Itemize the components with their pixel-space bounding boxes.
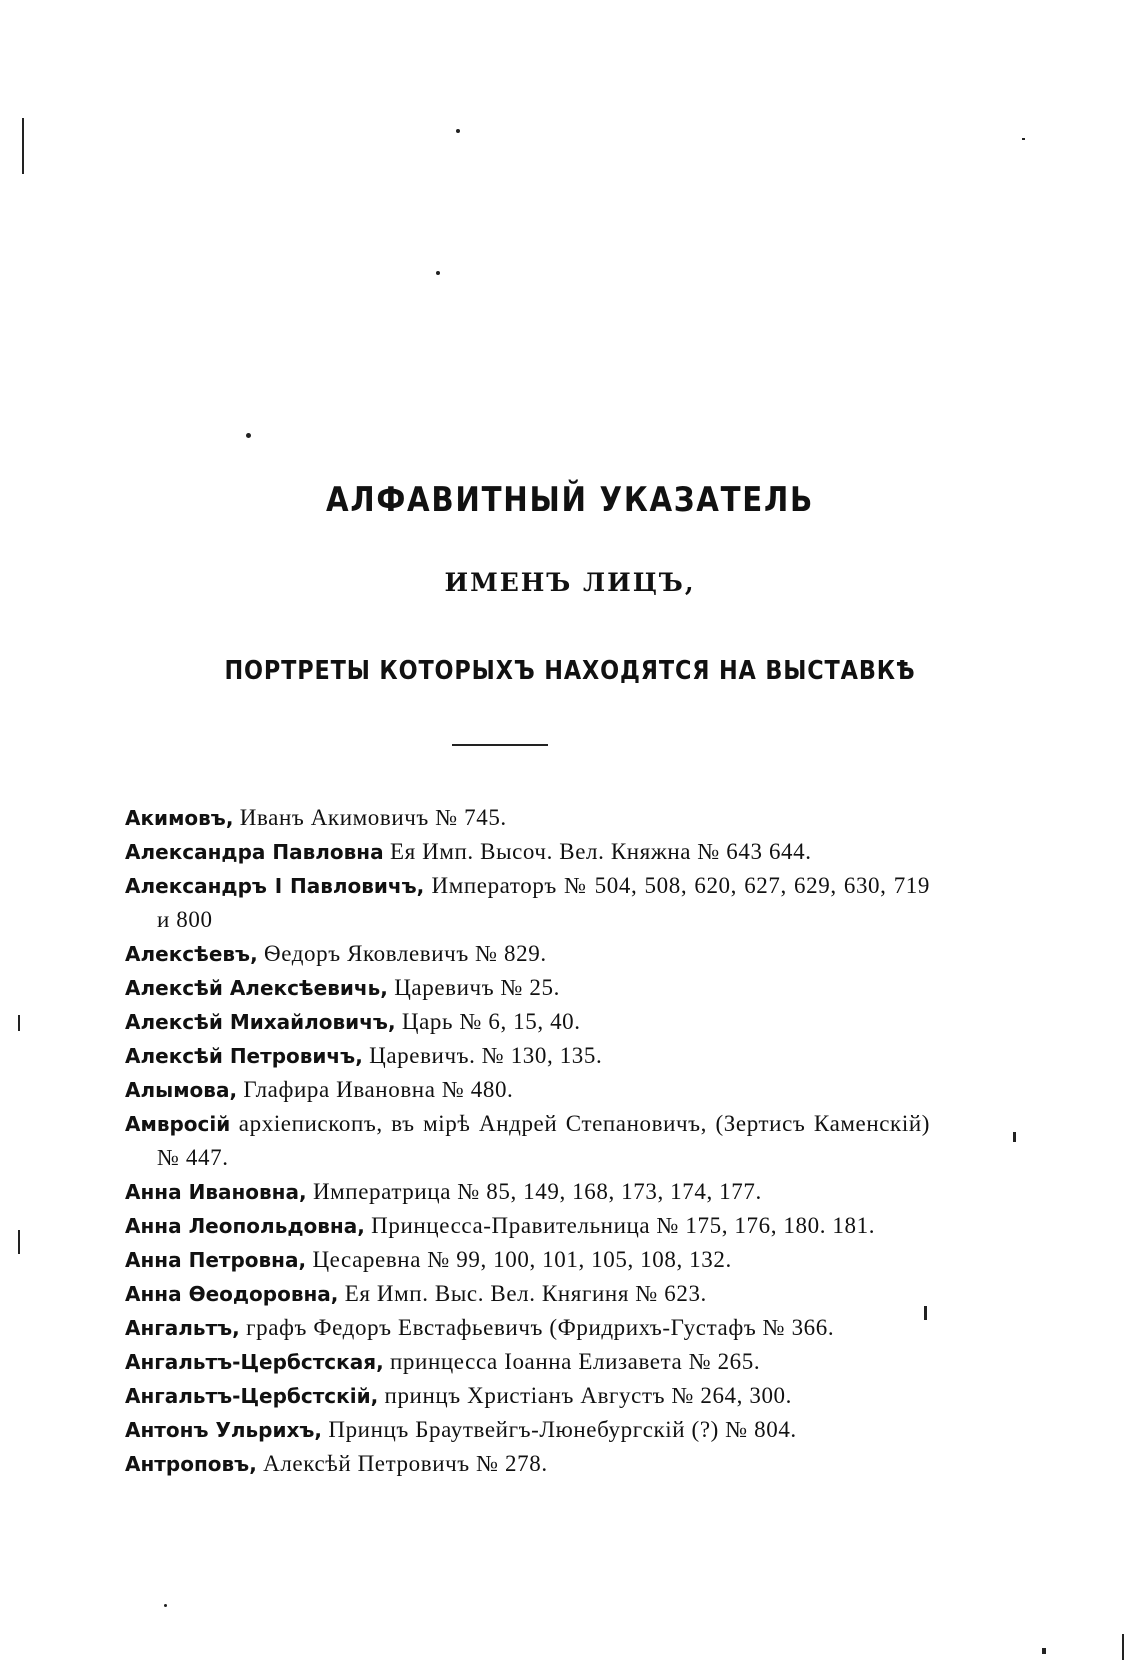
entry-name: Ангальтъ, bbox=[125, 1316, 240, 1340]
index-entry bbox=[125, 1039, 930, 1073]
entry-desc: принцесса Іоанна Елизавета № 265. bbox=[383, 1349, 761, 1374]
index-entry bbox=[125, 1345, 930, 1379]
entry-desc: Ея Имп. Высоч. Вел. Княжна № 643 644. bbox=[383, 839, 812, 864]
entry-desc: Царь № 6, 15, 40. bbox=[395, 1009, 581, 1034]
entry-name: Анна Леопольдовна, bbox=[125, 1214, 365, 1238]
scan-speck bbox=[1042, 1648, 1046, 1654]
entry-name: Алексѣй Михайловичъ, bbox=[125, 1010, 396, 1034]
entry-name: Ангальтъ-Цербстскій, bbox=[125, 1384, 379, 1408]
entry-name: Амвросій bbox=[125, 1112, 231, 1136]
scan-speck bbox=[456, 129, 460, 133]
scan-speck bbox=[22, 118, 24, 174]
entry-desc: Глафира Ивановна № 480. bbox=[237, 1077, 514, 1102]
index-entry bbox=[125, 1311, 930, 1345]
entry-desc: принцъ Христіанъ Августъ № 264, 300. bbox=[378, 1383, 793, 1408]
index-entry bbox=[125, 1073, 930, 1107]
entry-desc: Цесаревна № 99, 100, 101, 105, 108, 132. bbox=[306, 1247, 732, 1272]
entry-desc: Ея Имп. Выс. Вел. Княгиня № 623. bbox=[338, 1281, 707, 1306]
entry-name: Анна Петровна, bbox=[125, 1248, 307, 1272]
scan-speck bbox=[1122, 1634, 1124, 1660]
entry-desc: Царевичъ. № 130, 135. bbox=[362, 1043, 603, 1068]
entry-name: Алексѣй Алексѣевичь, bbox=[125, 976, 388, 1000]
index-entry bbox=[125, 1243, 930, 1277]
index-entry bbox=[125, 1005, 930, 1039]
scan-speck bbox=[18, 1015, 20, 1031]
scan-speck bbox=[1013, 1132, 1016, 1142]
scan-speck bbox=[246, 433, 251, 438]
entry-desc: Принцесса-Правительница № 175, 176, 180. 181. bbox=[364, 1213, 876, 1238]
entry-desc: Алексѣй Петровичъ № 278. bbox=[256, 1451, 548, 1476]
index-entry bbox=[125, 1175, 930, 1209]
entry-desc: Императрица № 85, 149, 168, 173, 174, 177. bbox=[306, 1179, 762, 1204]
index-entry bbox=[125, 1209, 930, 1243]
entry-name: Анна Ивановна, bbox=[125, 1180, 307, 1204]
scan-speck bbox=[924, 1306, 927, 1320]
entry-name: Антонъ Ульрихъ, bbox=[125, 1418, 323, 1442]
page-subtitle-secondary: ПОРТРЕТЫ КОТОРЫХЪ НАХОДЯТСЯ НА ВЫСТАВКѢ bbox=[224, 656, 916, 686]
entry-desc: графъ Федоръ Евстафьевичъ (Фридрихъ-Густафъ № 366. bbox=[239, 1315, 835, 1340]
entry-name: Алексѣевъ, bbox=[125, 942, 258, 966]
index-entry bbox=[125, 835, 930, 869]
divider-rule bbox=[452, 744, 548, 746]
entry-desc: Принцъ Браутвейгъ-Люнебургскій (?) № 804. bbox=[322, 1417, 797, 1442]
index-entry bbox=[125, 801, 930, 835]
index-entries-list bbox=[125, 801, 930, 1481]
entry-desc: Царевичъ № 25. bbox=[387, 975, 560, 1000]
entry-name: Александра Павловна bbox=[125, 840, 384, 864]
entry-name: Антроповъ, bbox=[125, 1452, 257, 1476]
index-entry bbox=[125, 1107, 930, 1175]
index-entry bbox=[125, 971, 930, 1005]
page-title: АЛФАВИТНЫЙ УКАЗАТЕЛЬ bbox=[325, 480, 815, 520]
entry-desc: Иванъ Акимовичъ № 745. bbox=[233, 805, 507, 830]
entry-desc: Ѳедоръ Яковлевичъ № 829. bbox=[257, 941, 547, 966]
index-entry bbox=[125, 1447, 930, 1481]
entry-name: Ангальтъ-Цербстская, bbox=[125, 1350, 384, 1374]
index-entry bbox=[125, 1413, 930, 1447]
scan-speck bbox=[164, 1604, 167, 1607]
index-entry bbox=[125, 937, 930, 971]
index-entry bbox=[125, 1277, 930, 1311]
entry-name: Алымова, bbox=[125, 1078, 238, 1102]
scan-speck bbox=[436, 271, 440, 275]
entry-name: Анна Ѳеодоровна, bbox=[125, 1282, 339, 1306]
scan-speck bbox=[1022, 138, 1025, 140]
entry-name: Акимовъ, bbox=[125, 806, 234, 830]
entry-desc: Императоръ № 504, 508, 620, 627, 629, 630, 719 и 800 bbox=[157, 873, 930, 932]
page-subtitle: ИМЕНЪ ЛИЦЪ, bbox=[444, 568, 696, 597]
scan-speck bbox=[18, 1230, 20, 1254]
entry-desc: архіепископъ, въ мірѣ Андрей Степановичъ, (Зертисъ Каменскій) № 447. bbox=[157, 1111, 930, 1170]
entry-name: Алексѣй Петровичъ, bbox=[125, 1044, 363, 1068]
index-entry bbox=[125, 869, 930, 937]
index-entry bbox=[125, 1379, 930, 1413]
entry-name: Александръ I Павловичъ, bbox=[125, 874, 425, 898]
